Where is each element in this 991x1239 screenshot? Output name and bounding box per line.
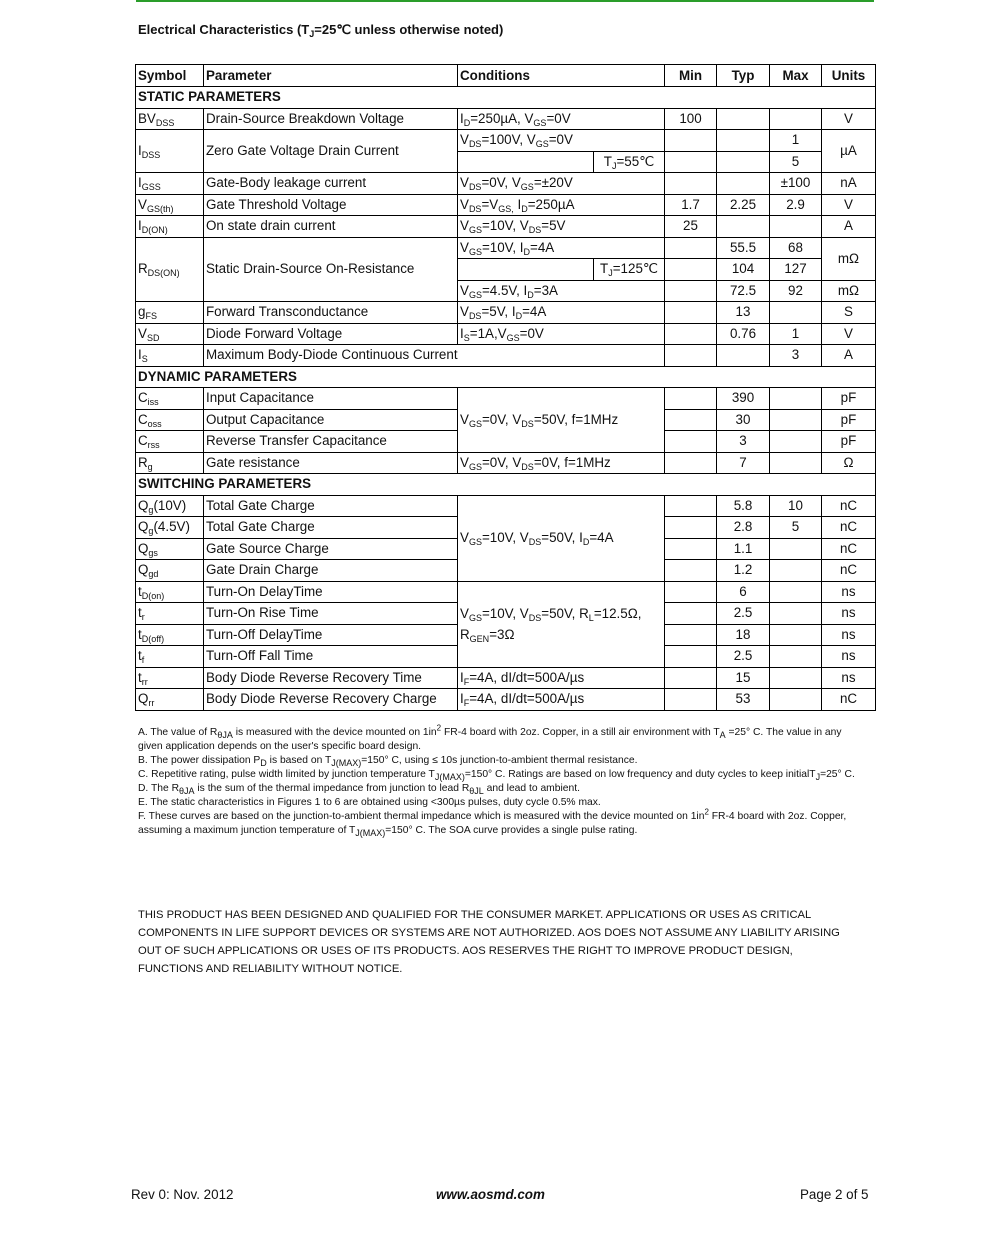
max-cell — [770, 624, 822, 646]
min-cell — [665, 130, 717, 152]
max-cell — [770, 108, 822, 130]
min-cell — [665, 151, 717, 173]
symbol-cell: $C_{oss}$ — [136, 409, 204, 431]
symbol-cell: $t_{D(on)}$ — [136, 581, 204, 603]
min-cell: 25 — [665, 216, 717, 238]
col-max: Max — [770, 65, 822, 87]
unit-cell: pF — [822, 409, 876, 431]
min-cell — [665, 560, 717, 582]
conditions-cell: $V_{GS}=10V$, $V_{DS}=5V$ — [458, 216, 665, 238]
typ-cell: 2.5 — [717, 603, 770, 625]
min-cell — [665, 646, 717, 668]
typ-cell — [717, 108, 770, 130]
parameter-cell: Output Capacitance — [204, 409, 458, 431]
unit-cell: V — [822, 108, 876, 130]
unit-cell: ns — [822, 603, 876, 625]
table-row — [136, 108, 876, 130]
table-row — [136, 495, 876, 517]
unit-cell: nC — [822, 538, 876, 560]
parameter-cell: Gate-Body leakage current — [204, 173, 458, 195]
min-cell — [665, 323, 717, 345]
unit-cell: mΩ — [822, 237, 876, 280]
typ-cell: 7 — [717, 452, 770, 474]
typ-cell: 2.25 — [717, 194, 770, 216]
symbol-cell: $R_g$ — [136, 452, 204, 474]
col-units: Units — [822, 65, 876, 87]
unit-cell: Ω — [822, 452, 876, 474]
conditions-cell: $V_{DS}=0V$, $V_{GS}=\pm 20V$ — [458, 173, 665, 195]
max-cell — [770, 689, 822, 711]
table-row — [136, 388, 876, 410]
typ-cell: 18 — [717, 624, 770, 646]
symbol-cell: $t_f$ — [136, 646, 204, 668]
max-cell: 127 — [770, 259, 822, 281]
conditions-cell: $V_{GS}=4.5V$, $I_D=3A$ — [458, 280, 665, 302]
note-d: D. The $R_{\theta JA}$ is the sum of the thermal impedance from junction to lead $R_{\theta JL}$ and lead to ambient. — [138, 783, 580, 796]
unit-cell: V — [822, 194, 876, 216]
conditions-cell: $V_{GS}=10V$, $V_{DS}=50V$, $I_D=4A$ — [458, 495, 665, 581]
parameter-cell: Zero Gate Voltage Drain Current — [204, 130, 458, 173]
min-cell — [665, 431, 717, 453]
min-cell — [665, 581, 717, 603]
typ-cell — [717, 345, 770, 367]
footnotes — [138, 723, 868, 838]
disclaimer-line: OUT OF SUCH APPLICATIONS OR USES OF ITS PRODUCTS. AOS RESERVES THE RIGHT TO IMPROVE PRODUCT DESIGN, — [138, 945, 793, 957]
note-f: F. These curves are based on the junction-to-ambient thermal impedance which is measured with the device mounted on $1in^2$ FR-4 board with 2oz. Copper, assuming a maximum junction temperature of $T_{J(MAX)}=150^\circ$ C. The SOA curve provides a single pulse rating. — [138, 807, 847, 838]
max-cell: 2.9 — [770, 194, 822, 216]
min-cell — [665, 495, 717, 517]
symbol-cell: $C_{rss}$ — [136, 431, 204, 453]
min-cell — [665, 624, 717, 646]
parameter-cell: Turn-On Rise Time — [204, 603, 458, 625]
conditions-cell: $T_J=125℃$ — [458, 259, 665, 281]
symbol-cell: $V_{SD}$ — [136, 323, 204, 345]
symbol-cell: $V_{GS(th)}$ — [136, 194, 204, 216]
footer-website-link[interactable]: www.aosmd.com — [436, 1187, 545, 1202]
min-cell — [665, 689, 717, 711]
note-b: B. The power dissipation $P_D$ is based on $T_{J(MAX)}=150^\circ$ C, using ≤ 10s junction-to-ambient thermal resistance. — [138, 755, 638, 768]
unit-cell: ns — [822, 624, 876, 646]
typ-cell: 6 — [717, 581, 770, 603]
typ-cell: 1.1 — [717, 538, 770, 560]
typ-cell: 55.5 — [717, 237, 770, 259]
typ-cell — [717, 151, 770, 173]
typ-cell — [717, 173, 770, 195]
max-cell — [770, 388, 822, 410]
max-cell: 10 — [770, 495, 822, 517]
parameter-cell: Maximum Body-Diode Continuous Current — [204, 345, 665, 367]
min-cell — [665, 280, 717, 302]
note-a: A. The value of $R_{\theta JA}$ is measured with the device mounted on $1in^2$ FR-4 board with 2oz. Copper, in a still air environment with $T_A =25^\circ$ C. The value in any given application depends on the user's specific board design. — [138, 723, 842, 752]
table-row — [136, 237, 876, 259]
conditions-cell: $V_{GS}=0V$, $V_{DS}=50V$, f=1MHz — [458, 388, 665, 453]
col-parameter: Parameter — [204, 65, 458, 87]
unit-cell: mΩ — [822, 280, 876, 302]
col-conditions: Conditions — [458, 65, 665, 87]
typ-cell: 53 — [717, 689, 770, 711]
typ-cell: 104 — [717, 259, 770, 281]
symbol-cell: $Q_{gs}$ — [136, 538, 204, 560]
max-cell — [770, 302, 822, 324]
symbol-cell: $t_{D(off)}$ — [136, 624, 204, 646]
max-cell — [770, 538, 822, 560]
symbol-cell: $C_{iss}$ — [136, 388, 204, 410]
conditions-cell: $I_S=1A,V_{GS}=0V$ — [458, 323, 665, 345]
page-title: Electrical Characteristics ($T_J=25℃$ unless otherwise noted) — [138, 22, 504, 39]
parameter-cell: Turn-On DelayTime — [204, 581, 458, 603]
unit-cell: ns — [822, 581, 876, 603]
unit-cell: µA — [822, 130, 876, 173]
parameter-cell: Total Gate Charge — [204, 517, 458, 539]
unit-cell: nC — [822, 689, 876, 711]
max-cell: 3 — [770, 345, 822, 367]
section-switching: SWITCHING PARAMETERS — [136, 474, 876, 496]
max-cell — [770, 409, 822, 431]
footer-page-number: Page 2 of 5 — [800, 1187, 869, 1202]
min-cell — [665, 237, 717, 259]
min-cell — [665, 409, 717, 431]
typ-cell: 2.8 — [717, 517, 770, 539]
unit-cell: ns — [822, 646, 876, 668]
symbol-cell: $R_{DS(ON)}$ — [136, 237, 204, 302]
symbol-cell: $Q_g(10V)$ — [136, 495, 204, 517]
parameter-cell: Gate resistance — [204, 452, 458, 474]
table-row — [136, 194, 876, 216]
unit-cell: nC — [822, 560, 876, 582]
symbol-cell: $Q_{rr}$ — [136, 689, 204, 711]
table-row — [136, 581, 876, 603]
unit-cell: ns — [822, 667, 876, 689]
typ-cell: 13 — [717, 302, 770, 324]
table-row — [136, 323, 876, 345]
min-cell — [665, 345, 717, 367]
unit-cell: pF — [822, 431, 876, 453]
min-cell — [665, 388, 717, 410]
parameter-cell: Total Gate Charge — [204, 495, 458, 517]
parameter-cell: Gate Source Charge — [204, 538, 458, 560]
conditions-cell: $V_{GS}=0V$, $V_{DS}=0V$, f=1MHz — [458, 452, 665, 474]
max-cell — [770, 603, 822, 625]
parameter-cell: Turn-Off Fall Time — [204, 646, 458, 668]
conditions-cell: $V_{DS}=V_{GS,}$ $I_D=250\mu A$ — [458, 194, 665, 216]
min-cell — [665, 667, 717, 689]
typ-cell: 390 — [717, 388, 770, 410]
parameter-cell: Input Capacitance — [204, 388, 458, 410]
parameter-cell: Turn-Off DelayTime — [204, 624, 458, 646]
min-cell: 100 — [665, 108, 717, 130]
section-row — [136, 366, 876, 388]
parameter-cell: Drain-Source Breakdown Voltage — [204, 108, 458, 130]
symbol-cell: $BV_{DSS}$ — [136, 108, 204, 130]
conditions-cell: $V_{DS}=100V$, $V_{GS}=0V$ — [458, 130, 665, 152]
disclaimer — [138, 906, 868, 978]
disclaimer-line: THIS PRODUCT HAS BEEN DESIGNED AND QUALIFIED FOR THE CONSUMER MARKET. APPLICATIONS OR USES AS CRITICAL — [138, 909, 812, 921]
parameter-cell: Body Diode Reverse Recovery Charge — [204, 689, 458, 711]
section-row — [136, 474, 876, 496]
max-cell: 92 — [770, 280, 822, 302]
table-header-row — [136, 65, 876, 87]
col-symbol: Symbol — [136, 65, 204, 87]
table-row — [136, 689, 876, 711]
parameter-cell: Gate Threshold Voltage — [204, 194, 458, 216]
typ-cell: 2.5 — [717, 646, 770, 668]
conditions-cell: $T_J=55℃$ — [458, 151, 665, 173]
disclaimer-line: COMPONENTS IN LIFE SUPPORT DEVICES OR SYSTEMS ARE NOT AUTHORIZED. AOS DOES NOT ASSUME ANY LIABILITY ARISING — [138, 927, 840, 939]
table-row — [136, 216, 876, 238]
symbol-cell: $g_{FS}$ — [136, 302, 204, 324]
conditions-cell: $V_{GS}=10V$, $I_D=4A$ — [458, 237, 665, 259]
parameter-cell: Gate Drain Charge — [204, 560, 458, 582]
header-rule — [136, 0, 874, 2]
symbol-cell: $t_{rr}$ — [136, 667, 204, 689]
max-cell — [770, 560, 822, 582]
max-cell — [770, 667, 822, 689]
table-row — [136, 302, 876, 324]
unit-cell: nA — [822, 173, 876, 195]
parameter-cell: Diode Forward Voltage — [204, 323, 458, 345]
table-row — [136, 452, 876, 474]
typ-cell: 3 — [717, 431, 770, 453]
min-cell — [665, 173, 717, 195]
section-dynamic: DYNAMIC PARAMETERS — [136, 366, 876, 388]
section-static: STATIC PARAMETERS — [136, 87, 876, 109]
min-cell — [665, 452, 717, 474]
unit-cell: pF — [822, 388, 876, 410]
col-min: Min — [665, 65, 717, 87]
typ-cell: 72.5 — [717, 280, 770, 302]
typ-cell: 5.8 — [717, 495, 770, 517]
symbol-cell: $t_r$ — [136, 603, 204, 625]
col-typ: Typ — [717, 65, 770, 87]
symbol-cell: $I_S$ — [136, 345, 204, 367]
min-cell: 1.7 — [665, 194, 717, 216]
min-cell — [665, 517, 717, 539]
max-cell: 1 — [770, 130, 822, 152]
conditions-cell: $I_F=4A$, dI/dt=500A/µs — [458, 667, 665, 689]
parameter-cell: Forward Transconductance — [204, 302, 458, 324]
conditions-cell: $I_D=250\mu A$, $V_{GS}=0V$ — [458, 108, 665, 130]
table-row — [136, 667, 876, 689]
note-e: E. The static characteristics in Figures 1 to 6 are obtained using <300µs pulses, duty cycle 0.5% max. — [138, 797, 601, 808]
symbol-cell: $I_{DSS}$ — [136, 130, 204, 173]
max-cell — [770, 452, 822, 474]
parameter-cell: Static Drain-Source On-Resistance — [204, 237, 458, 302]
max-cell: 5 — [770, 517, 822, 539]
parameter-cell: Reverse Transfer Capacitance — [204, 431, 458, 453]
disclaimer-line: FUNCTIONS AND RELIABILITY WITHOUT NOTICE. — [138, 963, 403, 975]
conditions-cell: $V_{DS}=5V$, $I_D=4A$ — [458, 302, 665, 324]
conditions-cell: $I_F=4A$, dI/dt=500A/µs — [458, 689, 665, 711]
unit-cell: S — [822, 302, 876, 324]
unit-cell: nC — [822, 495, 876, 517]
parameter-cell: Body Diode Reverse Recovery Time — [204, 667, 458, 689]
max-cell — [770, 216, 822, 238]
min-cell — [665, 538, 717, 560]
min-cell — [665, 302, 717, 324]
symbol-cell: $Q_g(4.5V)$ — [136, 517, 204, 539]
unit-cell: A — [822, 216, 876, 238]
max-cell — [770, 646, 822, 668]
symbol-cell: $I_{D(ON)}$ — [136, 216, 204, 238]
electrical-characteristics-table — [135, 64, 876, 711]
unit-cell: A — [822, 345, 876, 367]
conditions-cell: $V_{GS}=10V$, $V_{DS}=50V$, $R_L=12.5\Omega$, $R_{GEN}=3\Omega$ — [458, 581, 665, 667]
table-row — [136, 345, 876, 367]
max-cell: ±100 — [770, 173, 822, 195]
typ-cell: 30 — [717, 409, 770, 431]
section-row — [136, 87, 876, 109]
typ-cell: 0.76 — [717, 323, 770, 345]
min-cell — [665, 259, 717, 281]
max-cell — [770, 581, 822, 603]
symbol-cell: $Q_{gd}$ — [136, 560, 204, 582]
min-cell — [665, 603, 717, 625]
unit-cell: V — [822, 323, 876, 345]
max-cell: 5 — [770, 151, 822, 173]
typ-cell — [717, 130, 770, 152]
max-cell: 1 — [770, 323, 822, 345]
table-row — [136, 130, 876, 152]
typ-cell — [717, 216, 770, 238]
symbol-cell: $I_{GSS}$ — [136, 173, 204, 195]
typ-cell: 15 — [717, 667, 770, 689]
footer-revision: Rev 0: Nov. 2012 — [131, 1187, 234, 1202]
unit-cell: nC — [822, 517, 876, 539]
max-cell: 68 — [770, 237, 822, 259]
max-cell — [770, 431, 822, 453]
table-row — [136, 173, 876, 195]
typ-cell: 1.2 — [717, 560, 770, 582]
parameter-cell: On state drain current — [204, 216, 458, 238]
note-c: C. Repetitive rating, pulse width limited by junction temperature $T_{J(MAX)}=150^\circ$ C. Ratings are based on low frequency and duty cycles to keep initialT$_J$=25° C. — [138, 769, 855, 782]
